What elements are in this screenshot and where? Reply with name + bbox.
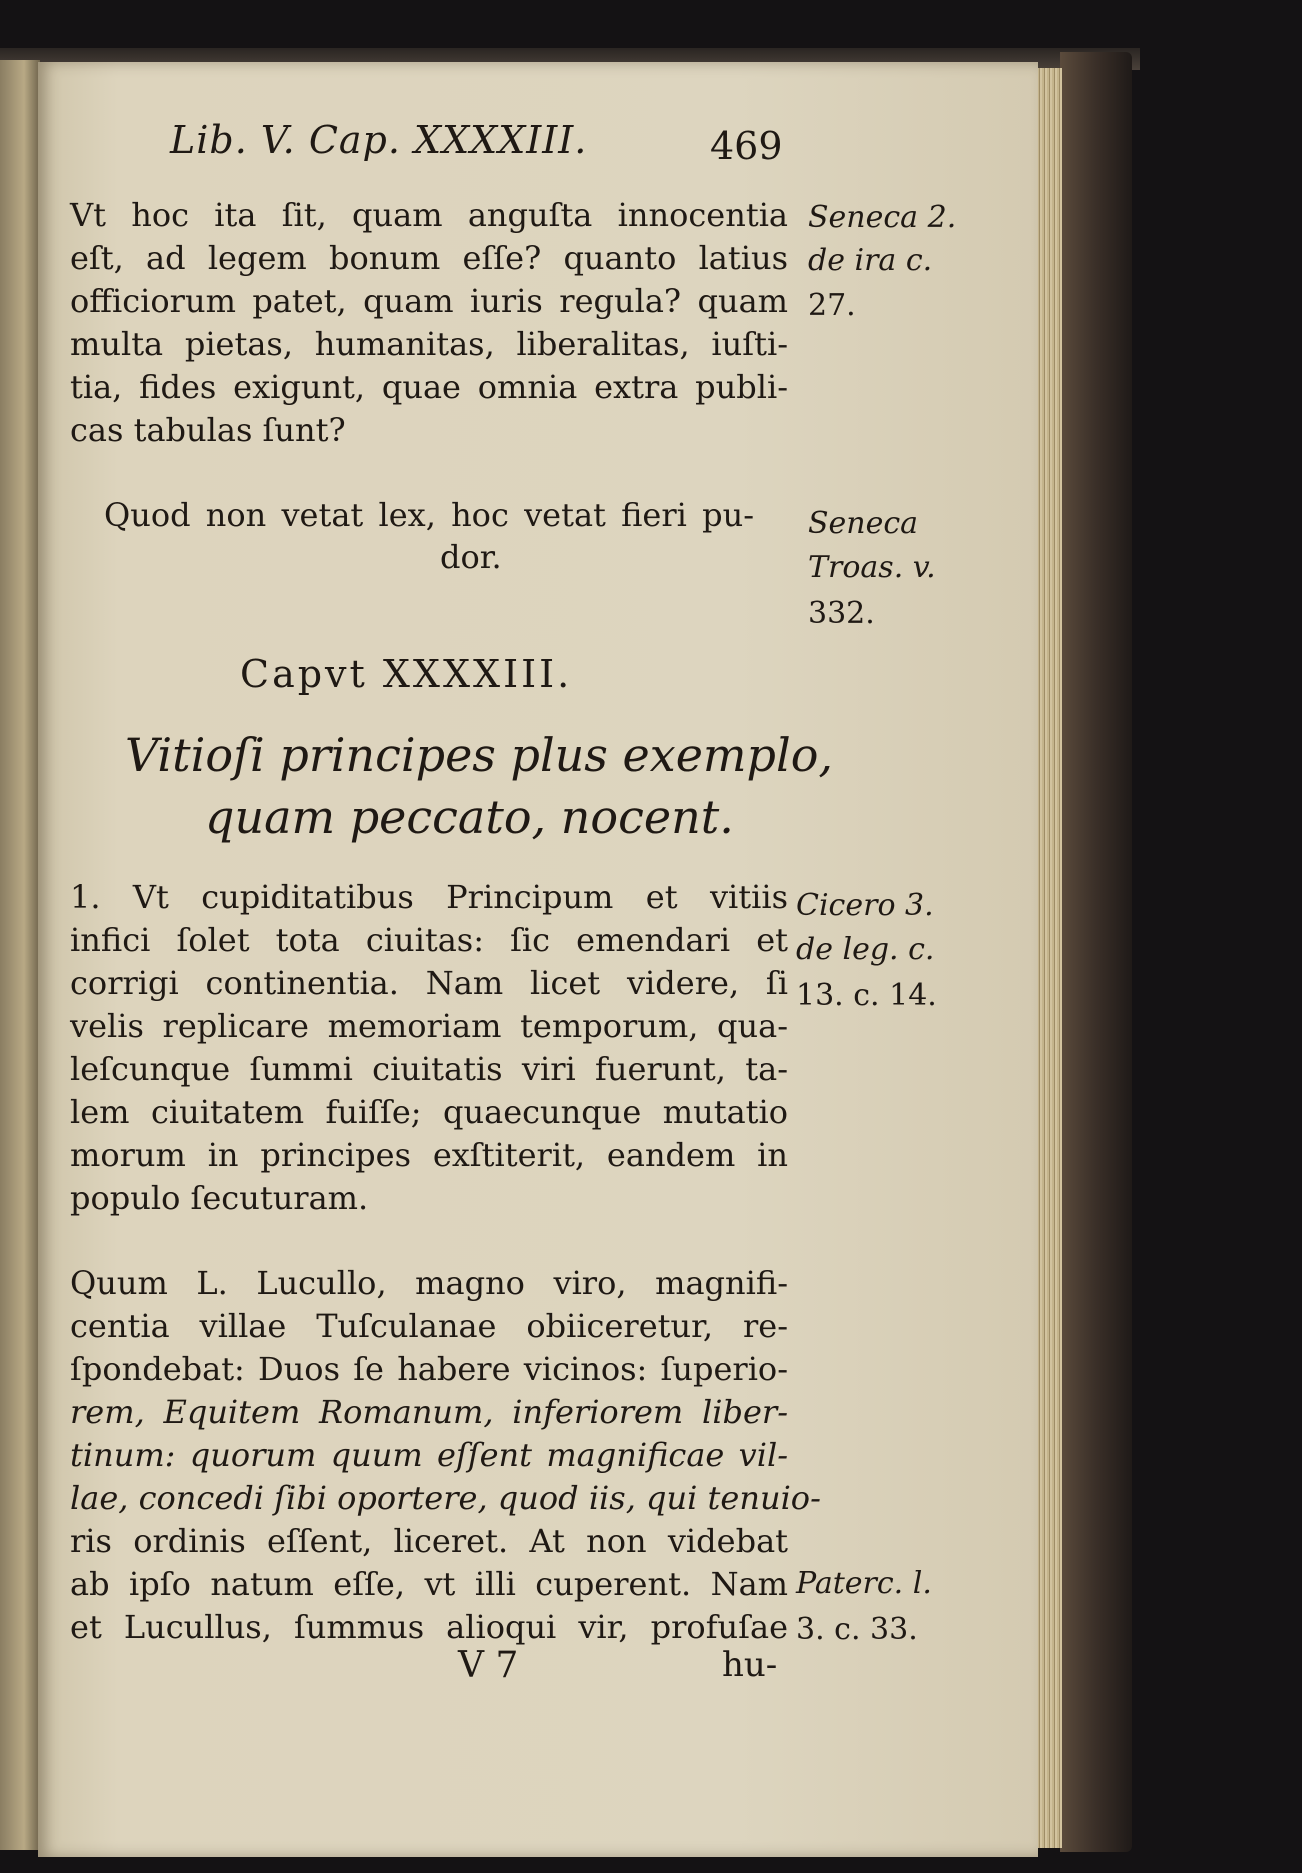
text-line: tinum: quorum quum eſſent magnificae vil-: [70, 1436, 788, 1474]
text-line: velis replicare memoriam temporum, qua-: [70, 1007, 788, 1045]
margin-note-line: de ira c.: [808, 243, 933, 278]
verse-line: Quod non vetat lex, hoc vetat fieri pu-: [104, 496, 754, 534]
text-line: et Lucullus, ſummus alioqui vir, profuſae: [70, 1608, 788, 1646]
text-line: Vt hoc ita ſit, quam anguſta innocentia: [70, 196, 788, 234]
chapter-subtitle-line: quam peccato, nocent.: [205, 790, 734, 844]
text-line: ſpondebat: Duos ſe habere vicinos: ſuperio-: [70, 1350, 788, 1388]
text-line: cas tabulas ſunt?: [70, 411, 346, 449]
book-spine: [1060, 52, 1132, 1852]
facing-page-edge: [0, 60, 40, 1850]
text-line: multa pietas, humanitas, liberalitas, iuſti-: [70, 325, 788, 363]
text-line: lae, concedi ſibi oportere, quod iis, qui tenuio-: [70, 1479, 821, 1517]
margin-note-line: 13. c. 14.: [796, 978, 937, 1013]
margin-note-line: Seneca: [808, 506, 919, 541]
margin-note-line: 27.: [808, 288, 856, 323]
margin-note-line: Cicero 3.: [796, 888, 934, 923]
text-line: infici ſolet tota ciuitas: ſic emendari et: [70, 921, 788, 959]
chapter-heading: Capvt XXXXIII.: [240, 652, 573, 696]
margin-note-line: Troas. v.: [808, 550, 936, 585]
running-title: Lib. V. Cap. XXXXIII.: [170, 118, 588, 162]
verse-line: dor.: [440, 538, 502, 576]
margin-note-line: 332.: [808, 596, 875, 631]
margin-note-line: Seneca 2.: [808, 200, 957, 235]
text-line: eſt, ad legem bonum eſſe? quanto latius: [70, 239, 788, 277]
text-line: corrigi continentia. Nam licet videre, ſi: [70, 964, 788, 1002]
text-line: lem ciuitatem fuiſſe; quaecunque mutatio: [70, 1093, 788, 1131]
text-line: populo ſecuturam.: [70, 1179, 369, 1217]
text-line: leſcunque ſummi ciuitatis viri fuerunt, ta-: [70, 1050, 788, 1088]
chapter-subtitle-line: Vitioſi principes plus exemplo,: [125, 728, 834, 782]
text-line: officiorum patet, quam iuris regula? quam: [70, 282, 788, 320]
text-line: tia, fides exigunt, quae omnia extra publi-: [70, 368, 788, 406]
text-line: ris ordinis eſſent, liceret. At non videbat: [70, 1522, 788, 1560]
text-line: 1. Vt cupiditatibus Principum et vitiis: [70, 878, 788, 916]
margin-note-line: 3. c. 33.: [796, 1612, 918, 1647]
page-number: 469: [710, 124, 783, 168]
text-line: rem, Equitem Romanum, inferiorem liber-: [70, 1393, 788, 1431]
signature-mark: V 7: [458, 1645, 519, 1686]
text-line: morum in principes exſtiterit, eandem in: [70, 1136, 788, 1174]
text-line: Quum L. Lucullo, magno viro, magnifi-: [70, 1264, 788, 1302]
text-line: centia villae Tuſculanae obiiceretur, re-: [70, 1307, 788, 1345]
margin-note-line: de leg. c.: [796, 932, 935, 967]
margin-note-line: Paterc. l.: [796, 1566, 932, 1601]
catchword: hu-: [722, 1645, 778, 1685]
text-line: ab ipſo natum eſſe, vt illi cuperent. Nam: [70, 1565, 788, 1603]
